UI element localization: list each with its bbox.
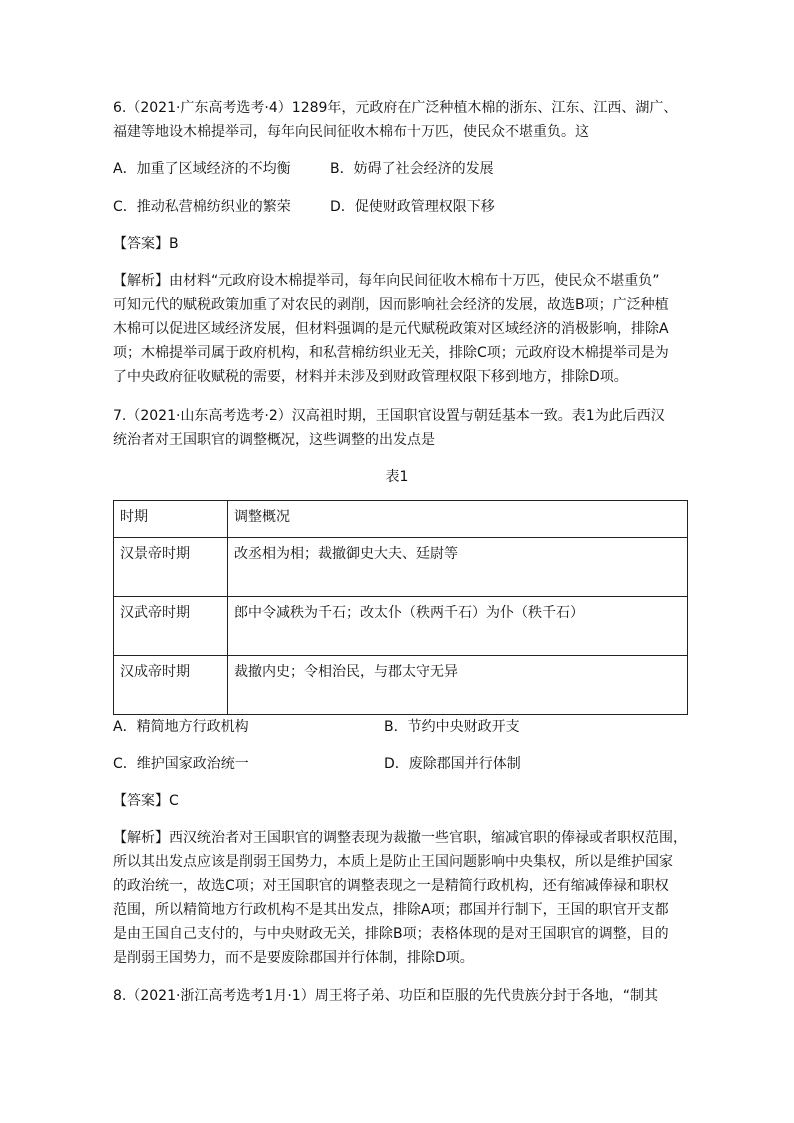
q7-option-b: B．节约中央财政开支 xyxy=(384,719,520,735)
q7-stem-line-1: 7.（2021·山东高考选考·2）汉高祖时期，王国职官设置与朝廷基本一致。表1为此后西汉 xyxy=(113,408,665,424)
table-caption: 表1 xyxy=(385,469,409,485)
table-row xyxy=(114,597,688,656)
table-row xyxy=(114,656,688,715)
q7-option-a: A．精简地方行政机构 xyxy=(113,719,249,735)
q6-stem-line-1: 6.（2021·广东高考选考·4）1289年，元政府在广泛种植木棉的浙东、江东、江西、湖广、 xyxy=(113,100,678,116)
q6-analysis-line: 木棉可以促进区域经济发展，但材料强调的是元代赋税政策对区域经济的消极影响，排除A xyxy=(113,321,669,337)
table-header-row xyxy=(114,501,688,538)
table-cell-period: 汉武帝时期 xyxy=(114,597,228,656)
q7-analysis-line: 范围，所以精简地方行政机构不是其出发点，排除A项；郡国并行制下，王国的职官开支都 xyxy=(113,902,669,918)
table-cell-adjustment: 改丞相为相；裁撤御史大夫、廷尉等 xyxy=(228,538,688,597)
table-cell-adjustment: 裁撤内史；令相治民，与郡太守无异 xyxy=(228,656,688,715)
q7-analysis-line: 是削弱王国势力，而不是要废除郡国并行体制，排除D项。 xyxy=(113,950,474,966)
q6-analysis-line: 项；木棉提举司属于政府机构，和私营棉纺织业无关，排除C项；元政府设木棉提举司是为 xyxy=(113,345,669,361)
q7-stem-line-2: 统治者对王国职官的调整概况，这些调整的出发点是 xyxy=(113,432,435,448)
q6-answer: 【答案】B xyxy=(113,236,179,252)
adjustment-table xyxy=(113,500,688,715)
q7-option-c: C．维护国家政治统一 xyxy=(113,756,249,772)
q6-option-a: A．加重了区域经济的不均衡 xyxy=(113,161,291,177)
q6-option-b: B．妨碍了社会经济的发展 xyxy=(330,161,494,177)
table-cell-period: 汉景帝时期 xyxy=(114,538,228,597)
q8-stem-line-1: 8.（2021·浙江高考选考1月·1）周王将子弟、功臣和臣服的先代贵族分封于各地，“制其 xyxy=(113,988,658,1004)
table-header-cell: 时期 xyxy=(114,501,228,538)
q6-analysis-line: 【解析】由材料“元政府设木棉提举司，每年向民间征收木棉布十万匹，使民众不堪重负” xyxy=(113,273,660,289)
table-cell-adjustment: 郎中令减秩为千石；改太仆（秩两千石）为仆（秩千石） xyxy=(228,597,688,656)
table-header-cell: 调整概况 xyxy=(228,501,688,538)
q7-answer: 【答案】C xyxy=(113,793,179,809)
q7-option-d: D．废除郡国并行体制 xyxy=(384,756,521,772)
table-row xyxy=(114,538,688,597)
q7-analysis-line: 所以其出发点应该是削弱王国势力，本质上是防止王国问题影响中央集权，所以是维护国家 xyxy=(113,854,673,870)
q7-analysis-line: 的政治统一，故选C项；对王国职官的调整表现之一是精简行政机构，还有缩减俸禄和职权 xyxy=(113,878,669,894)
q7-analysis-line: 【解析】西汉统治者对王国职官的调整表现为裁撤一些官职，缩减官职的俸禄或者职权范围， xyxy=(113,830,687,846)
q6-option-c: C．推动私营棉纺织业的繁荣 xyxy=(113,199,291,215)
q6-analysis-line: 了中央政府征收赋税的需要，材料并未涉及到财政管理权限下移到地方，排除D项。 xyxy=(113,369,628,385)
q6-stem-line-2: 福建等地设木棉提举司，每年向民间征收木棉布十万匹，使民众不堪重负。这 xyxy=(113,124,589,140)
q6-option-d: D．促使财政管理权限下移 xyxy=(330,199,495,215)
q7-analysis-line: 是由王国自己支付的，与中央财政无关，排除B项；表格体现的是对王国职官的调整，目的 xyxy=(113,926,669,942)
table-cell-period: 汉成帝时期 xyxy=(114,656,228,715)
q6-analysis-line: 可知元代的赋税政策加重了对农民的剥削，因而影响社会经济的发展，故选B项；广泛种植 xyxy=(113,297,669,313)
